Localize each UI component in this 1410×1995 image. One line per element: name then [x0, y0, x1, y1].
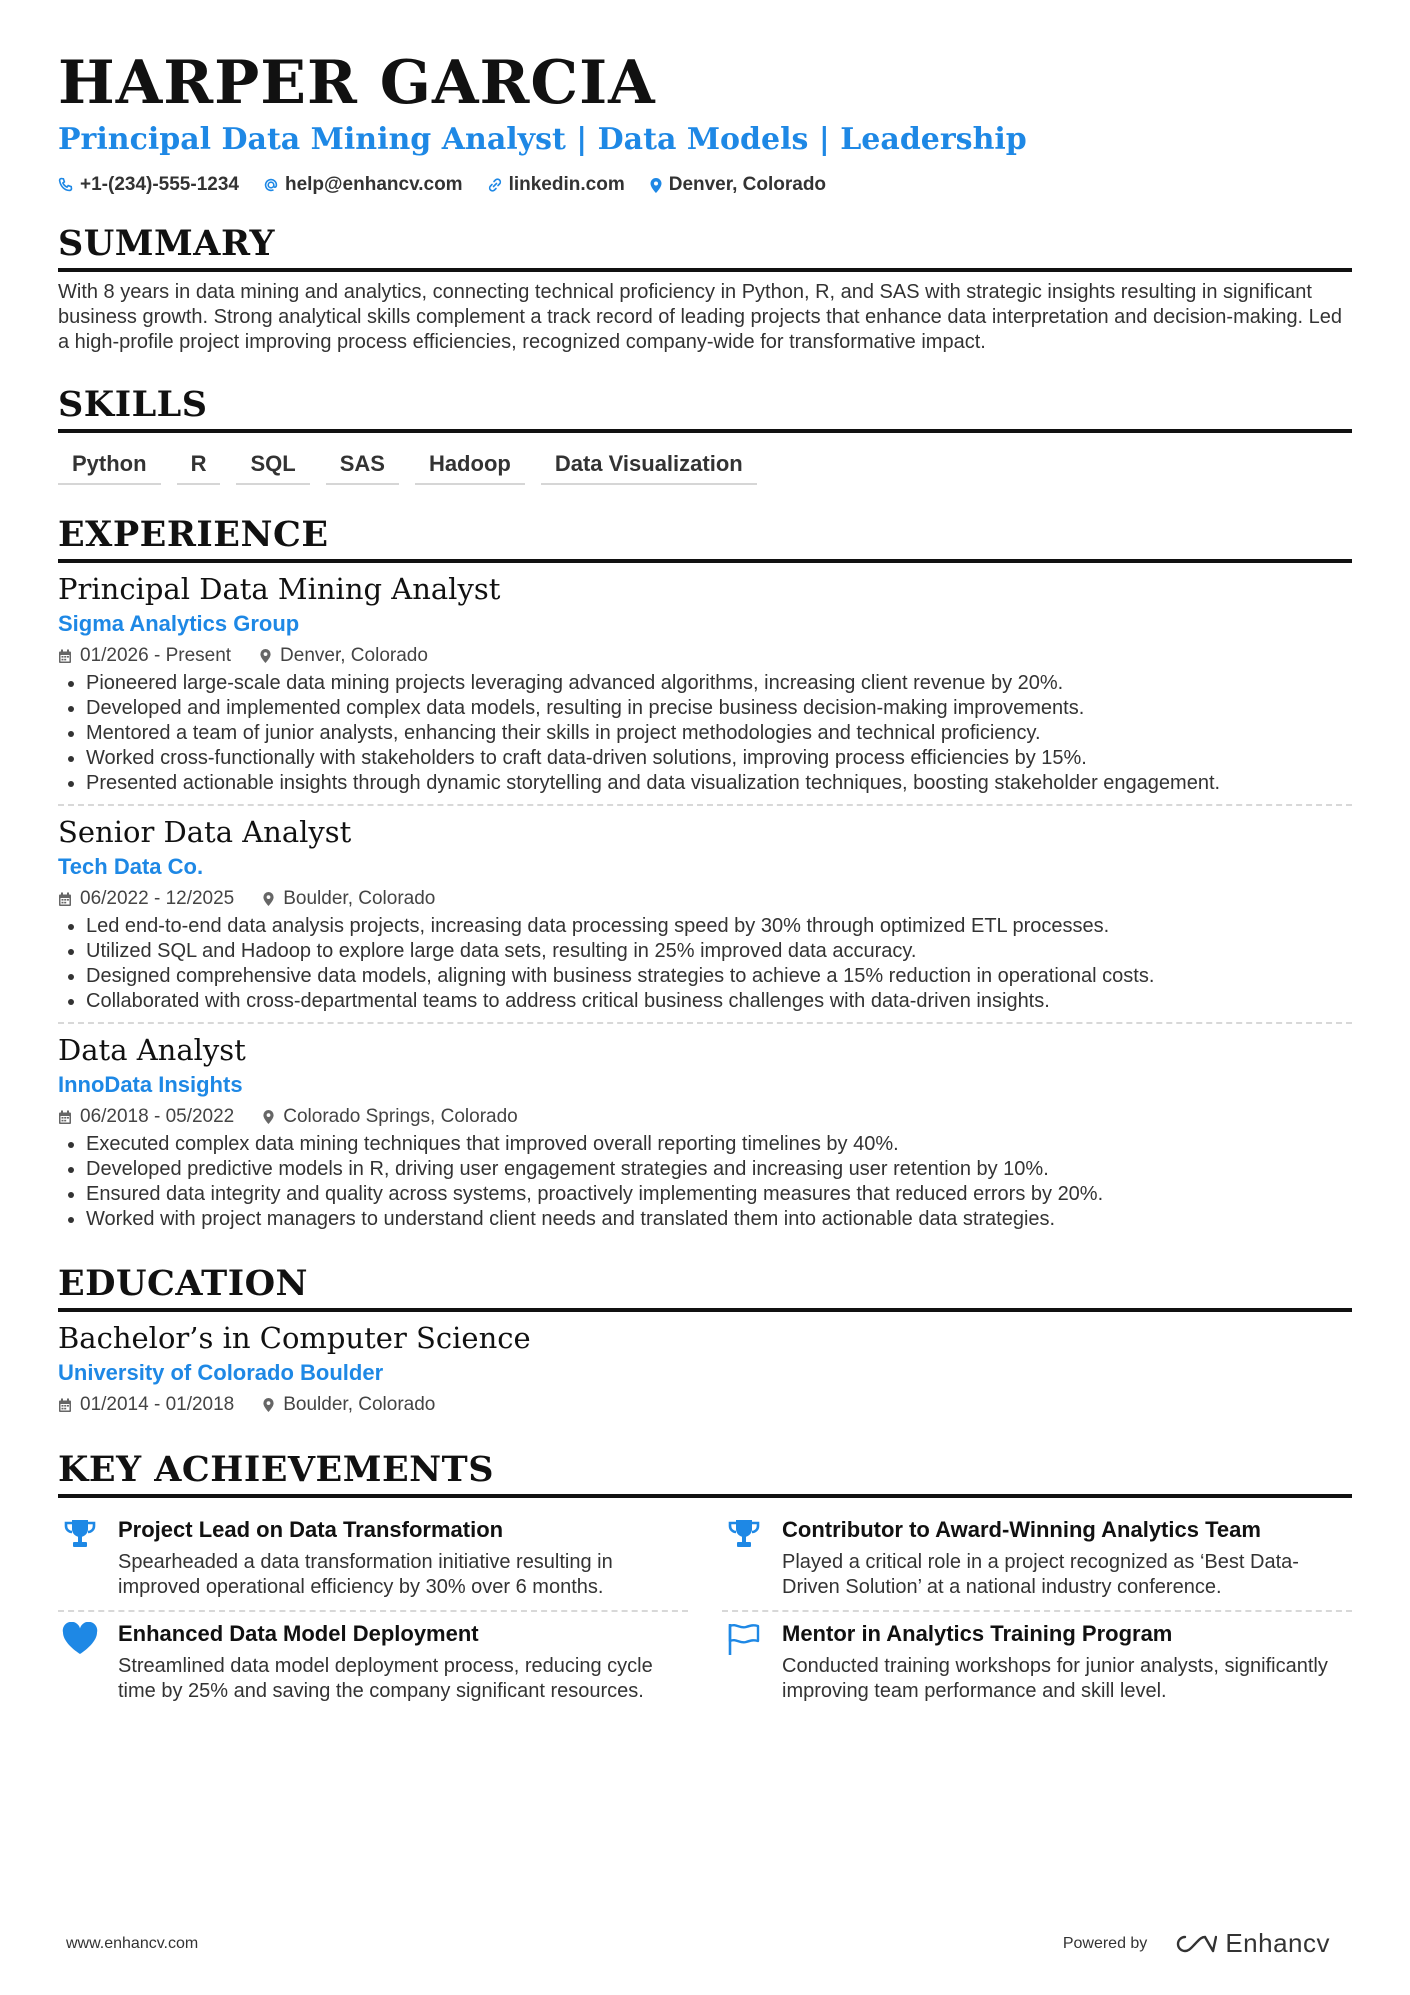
achievement-body — [58, 1612, 688, 1714]
bullet-item: • Pioneered large-scale data mining projects leveraging advanced algorithms, increasing client revenue by 20%. — [86, 671, 1352, 696]
contact-linkedin[interactable] — [487, 174, 625, 196]
calendar-icon — [58, 1110, 72, 1125]
location-text: Denver, Colorado — [280, 645, 428, 666]
footer-website[interactable]: www.enhancv.com — [66, 1935, 199, 1952]
location-pin-icon — [649, 177, 663, 194]
skill-tag: Hadoop — [415, 451, 525, 485]
bullet-item: • Presented actionable insights through dynamic storytelling and data visualization techniques, boosting stakeholder engagement. — [86, 771, 1352, 796]
bullet-item: • Developed and implemented complex data models, resulting in precise business decision-making improvements. — [86, 696, 1352, 721]
achievement-body — [722, 1612, 1352, 1714]
contact-location — [649, 174, 826, 196]
achievement-desc: Played a critical role in a project recognized as ‘Best Data-Driven Solution’ at a national industry conference. — [782, 1551, 1299, 1598]
achievement-item — [722, 1612, 1352, 1714]
calendar-icon — [58, 649, 72, 664]
achievement-title: Contributor to Award-Winning Analytics Team — [782, 1517, 1261, 1542]
achievements-title: KEY ACHIEVEMENTS — [58, 1448, 1352, 1498]
skill-tag: Data Visualization — [541, 451, 757, 485]
school-name: University of Colorado Boulder — [58, 1360, 384, 1385]
achievement-title: Project Lead on Data Transformation — [118, 1517, 504, 1542]
degree-title: Bachelor’s in Computer Science — [58, 1321, 531, 1355]
bullet-item: • Executed complex data mining techniques that improved overall reporting timelines by 40%. — [86, 1132, 1352, 1157]
education-title: EDUCATION — [58, 1262, 1352, 1312]
location-pin-icon — [259, 648, 272, 664]
achievement-title: Mentor in Analytics Training Program — [782, 1621, 1173, 1646]
job-dates — [58, 643, 231, 669]
company-name: InnoData Insights — [58, 1072, 243, 1097]
achievement-item — [722, 1508, 1352, 1612]
link-icon — [487, 177, 503, 193]
bullet-item: • Developed predictive models in R, driving user engagement strategies and increasing user retention by 10%. — [86, 1157, 1352, 1182]
skills-section — [58, 383, 1352, 485]
trophy-icon — [722, 1516, 766, 1600]
job-meta — [58, 886, 1352, 912]
location-text: Boulder, Colorado — [283, 888, 436, 909]
job-bullets — [58, 914, 1352, 1014]
calendar-icon — [58, 892, 72, 907]
dates-text: 01/2014 - 01/2018 — [80, 1394, 235, 1415]
headline: Principal Data Mining Analyst | Data Models | Leadership — [58, 122, 1027, 157]
heart-icon — [58, 1620, 102, 1704]
company-name: Tech Data Co. — [58, 854, 204, 879]
location-pin-icon — [262, 891, 275, 907]
phone-text: +1-(234)-555-1234 — [80, 174, 239, 195]
at-icon — [263, 177, 279, 193]
dates-text: 01/2026 - Present — [80, 645, 232, 666]
job-meta — [58, 643, 1352, 669]
bullet-item: • Mentored a team of junior analysts, enhancing their skills in project methodologies and technical proficiency. — [86, 721, 1352, 746]
skills-list — [58, 451, 1352, 485]
job-entry — [58, 571, 1352, 806]
education-section — [58, 1262, 1352, 1418]
contact-phone[interactable] — [58, 174, 239, 196]
location-text: Denver, Colorado — [668, 174, 827, 195]
contact-bar — [58, 174, 1352, 196]
calendar-icon — [58, 1398, 72, 1413]
dates-text: 06/2022 - 12/2025 — [80, 888, 235, 909]
job-location — [262, 886, 435, 912]
achievements-section — [58, 1448, 1352, 1714]
achievement-body — [722, 1508, 1352, 1610]
achievement-desc: Spearheaded a data transformation initiative resulting in improved operational efficiency by 30% over 6 months. — [118, 1551, 613, 1598]
achievement-item — [58, 1612, 688, 1714]
experience-section — [58, 513, 1352, 1232]
email-text: help@enhancv.com — [284, 174, 463, 195]
job-title: Senior Data Analyst — [58, 815, 352, 849]
bullet-item: • Designed comprehensive data models, aligning with business strategies to achieve a 15% reduction in operational costs. — [86, 964, 1352, 989]
summary-text: With 8 years in data mining and analytics, connecting technical proficiency in Python, R, and SAS with strategic insights resulting in significant business growth. Strong analytical skills complement a track record of leading projects that enhance data interpretation and decision-making. Led a high-profile project improving process efficiencies, recognized company-wide for transformative impact. — [58, 281, 1343, 353]
summary-title: SUMMARY — [58, 222, 1352, 272]
location-pin-icon — [262, 1397, 275, 1413]
achievements-grid — [58, 1508, 1352, 1714]
entry-divider — [58, 804, 1352, 806]
entry-divider — [58, 1022, 1352, 1024]
footer-branding — [1063, 1928, 1330, 1959]
dates-text: 06/2018 - 05/2022 — [80, 1106, 235, 1127]
powered-by-label: Powered by — [1062, 1934, 1148, 1952]
location-pin-icon — [262, 1109, 275, 1125]
education-meta — [58, 1392, 1352, 1418]
job-entry — [58, 1032, 1352, 1232]
bullet-item: • Utilized SQL and Hadoop to explore large data sets, resulting in 25% improved data accuracy. — [86, 939, 1352, 964]
bullet-item: • Collaborated with cross-departmental teams to address critical business challenges with data-driven insights. — [86, 989, 1352, 1014]
location-text: Boulder, Colorado — [283, 1394, 436, 1415]
flag-icon — [722, 1620, 766, 1704]
linkedin-text: linkedin.com — [508, 174, 625, 195]
job-meta — [58, 1104, 1352, 1130]
achievement-item — [58, 1508, 688, 1612]
achievement-desc: Conducted training workshops for junior analysts, significantly improving team performance and skill level. — [782, 1655, 1328, 1702]
achievement-desc: Streamlined data model deployment process, reducing cycle time by 25% and saving the company significant resources. — [118, 1655, 653, 1702]
company-name: Sigma Analytics Group — [58, 611, 300, 636]
bullet-item: • Worked cross-functionally with stakeholders to craft data-driven solutions, improving process efficiencies by 15%. — [86, 746, 1352, 771]
job-location — [262, 1104, 517, 1130]
experience-title: EXPERIENCE — [58, 513, 1352, 563]
job-bullets — [58, 1132, 1352, 1232]
skill-tag: R — [177, 451, 221, 485]
brand-name: Enhancv — [1225, 1928, 1330, 1958]
bullet-item: • Ensured data integrity and quality across systems, proactively implementing measures that reduced errors by 20%. — [86, 1182, 1352, 1207]
education-location — [262, 1392, 435, 1418]
job-dates — [58, 886, 234, 912]
skill-tag: SAS — [326, 451, 399, 485]
education-dates — [58, 1392, 234, 1418]
achievement-title: Enhanced Data Model Deployment — [118, 1621, 479, 1646]
job-title: Data Analyst — [58, 1033, 246, 1067]
job-location — [259, 643, 428, 669]
job-bullets — [58, 671, 1352, 796]
skill-tag: Python — [58, 451, 161, 485]
enhancv-logo-icon — [1173, 1933, 1217, 1955]
enhancv-logo[interactable] — [1173, 1928, 1330, 1959]
bullet-item: • Worked with project managers to understand client needs and translated them into actionable data strategies. — [86, 1207, 1352, 1232]
achievement-body — [58, 1508, 688, 1610]
skill-tag: SQL — [236, 451, 309, 485]
phone-icon — [58, 177, 74, 193]
contact-email[interactable] — [263, 174, 463, 196]
job-dates — [58, 1104, 234, 1130]
job-title: Principal Data Mining Analyst — [58, 572, 501, 606]
summary-section — [58, 222, 1352, 355]
candidate-name: HARPER GARCIA — [58, 48, 656, 118]
trophy-icon — [58, 1516, 102, 1600]
location-text: Colorado Springs, Colorado — [283, 1106, 518, 1127]
job-entry — [58, 814, 1352, 1024]
bullet-item: • Led end-to-end data analysis projects, increasing data processing speed by 30% through optimized ETL processes. — [86, 914, 1352, 939]
skills-title: SKILLS — [58, 383, 1352, 433]
